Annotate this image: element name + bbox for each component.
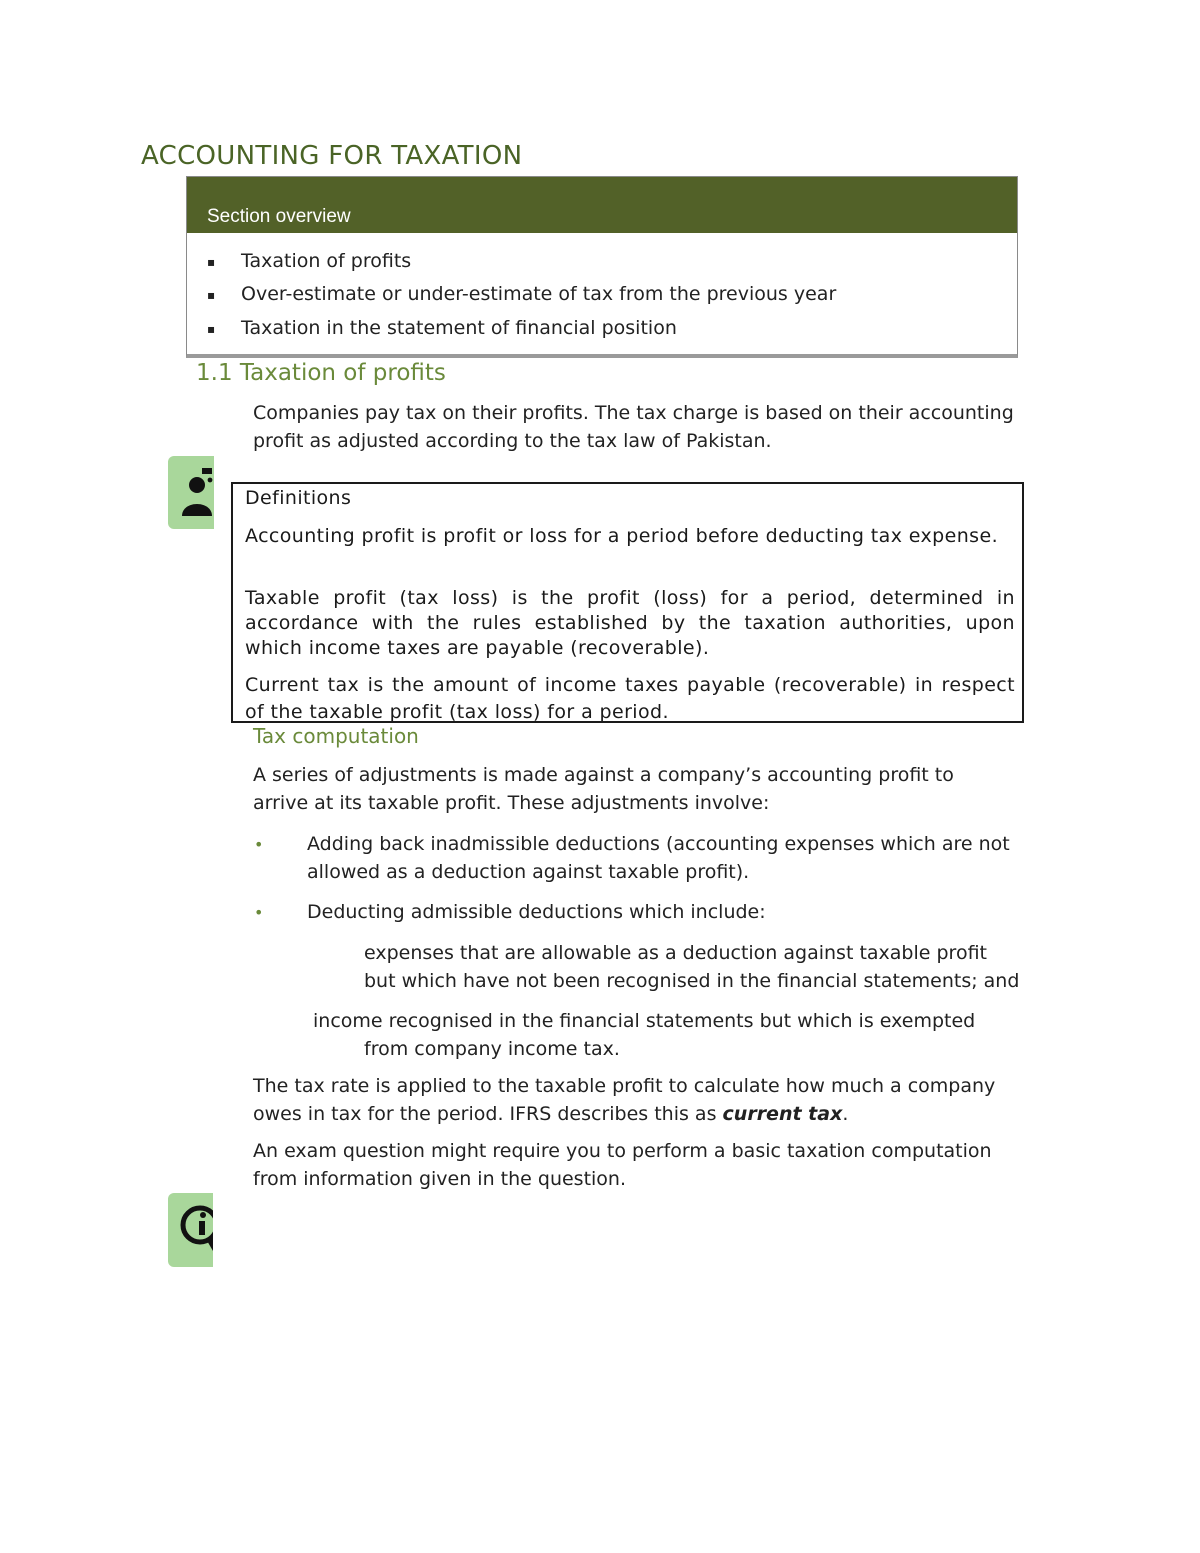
bullet-icon: ▪ (207, 255, 216, 269)
tax-rate-text: The tax rate is applied to the taxable profit to calculate how much a company (253, 1075, 996, 1097)
section-overview-box: Section overview ▪ Taxation of profits ▪ Over-estimate or under-estimate of tax from the previous year ▪ Taxation in the statement of financial position (186, 176, 1018, 358)
sub-item-text: expenses that are allowable as a deduction against taxable profit (364, 942, 987, 964)
section-overview-header (187, 177, 1017, 233)
definitions-box (231, 482, 1024, 723)
tax-computation-heading: Tax computation (253, 724, 419, 748)
intro-line: profit as adjusted according to the tax law of Pakistan. (253, 430, 772, 452)
section-overview-title: Section overview (207, 206, 351, 227)
sub-item-text: but which have not been recognised in the financial statements; and (364, 970, 1020, 992)
definitions-title: Definitions (245, 487, 352, 509)
exam-note-text: from information given in the question. (253, 1168, 627, 1190)
tax-computation-intro: A series of adjustments is made against a company’s accounting profit to (253, 764, 954, 786)
bullet-icon: ▪ (207, 322, 216, 336)
intro-line: Companies pay tax on their profits. The tax charge is based on their accounting (253, 402, 1014, 424)
info-icon (168, 1193, 213, 1267)
current-tax-emphasis: current tax (722, 1103, 843, 1125)
tax-computation-intro: arrive at its taxable profit. These adjustments involve: (253, 792, 770, 814)
bullet-text: Adding back inadmissible deductions (accounting expenses which are not (307, 833, 1010, 855)
bullet-icon: • (254, 835, 264, 854)
bullet-icon: • (254, 903, 264, 922)
bullet-text: allowed as a deduction against taxable profit). (307, 861, 750, 883)
definition-current-tax: Current tax is the amount of income taxes payable (recoverable) in respect of the taxable profit (tax loss) for a period. (245, 674, 1015, 723)
tax-rate-text: owes in tax for the period. IFRS describes this as current tax. (253, 1103, 849, 1125)
sub-item-text: income recognised in the financial statements but which is exempted (313, 1010, 976, 1032)
definition-accounting-profit: Accounting profit is profit or loss for a period before deducting tax expense. (245, 525, 999, 547)
sub-item-text: from company income tax. (364, 1038, 620, 1060)
bullet-text: Deducting admissible deductions which include: (307, 901, 766, 923)
definition-taxable-profit: Taxable profit (tax loss) is the profit (loss) for a period, determined in accordance with the rules established by the taxation authorities, upon which income taxes are payable (recoverable). (245, 587, 1015, 659)
chapter-title: ACCOUNTING FOR TAXATION (141, 141, 523, 171)
person-definition-icon (168, 456, 214, 529)
exam-note-text: An exam question might require you to perform a basic taxation computation (253, 1140, 992, 1162)
bullet-icon: ▪ (207, 288, 216, 302)
section-heading: 1.1 Taxation of profits (196, 360, 446, 386)
